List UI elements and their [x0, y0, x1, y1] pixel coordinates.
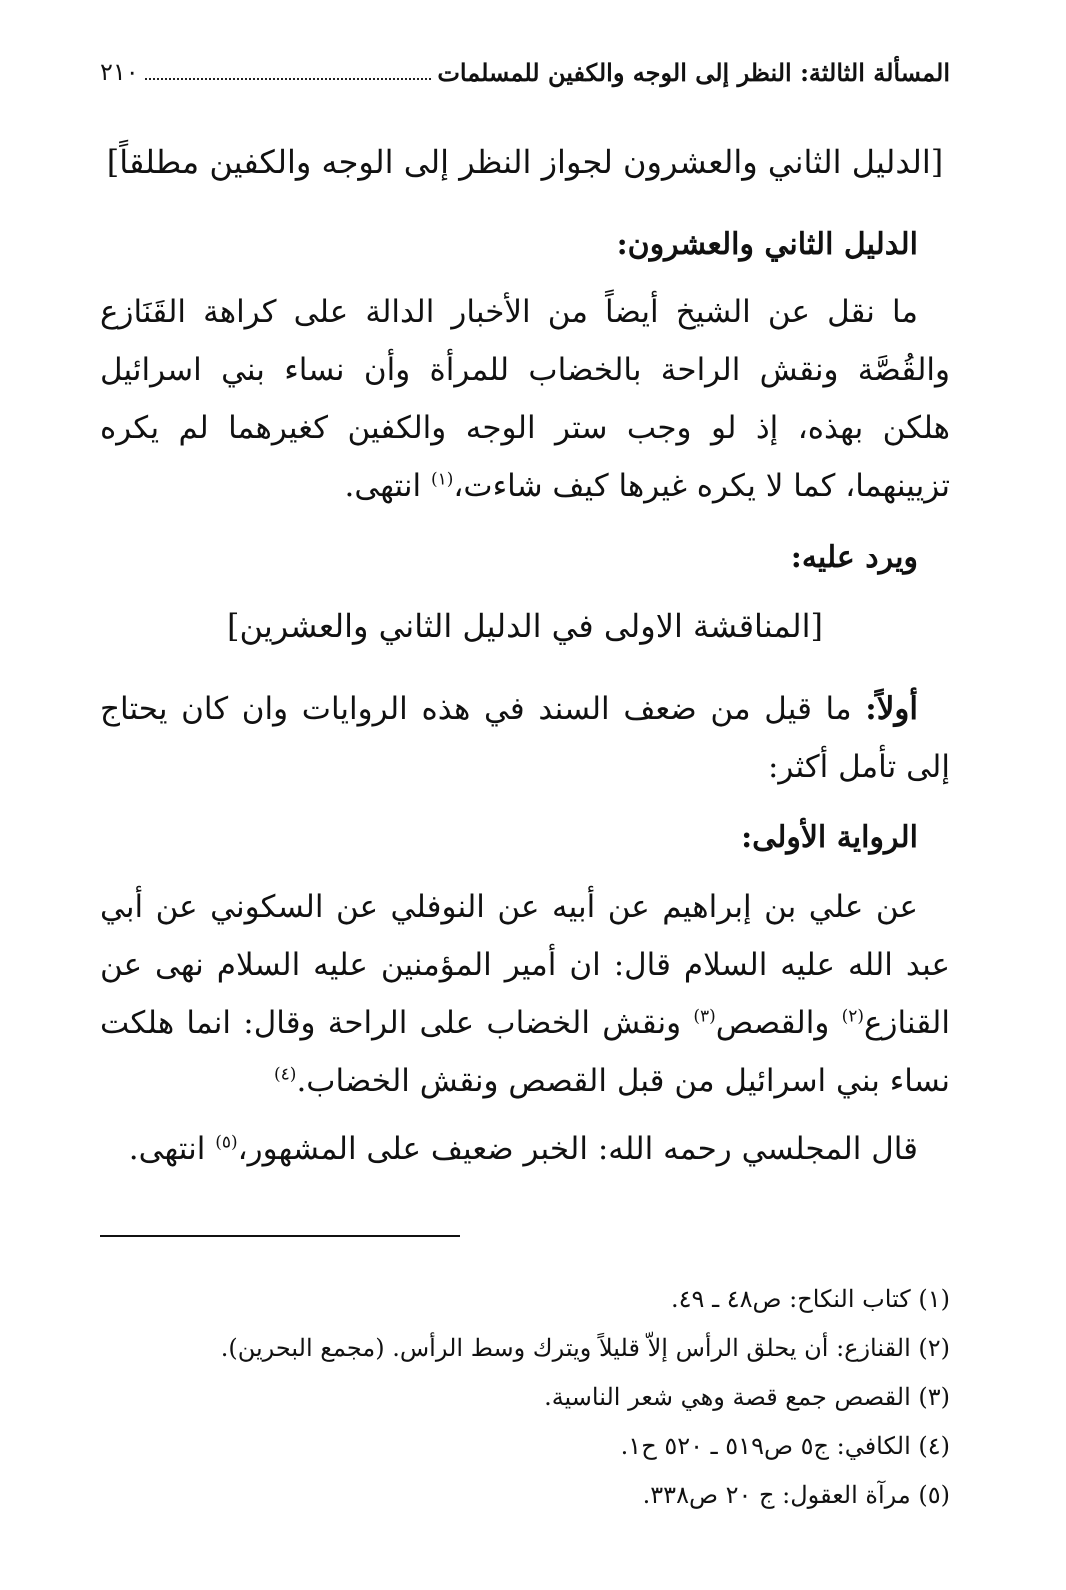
footnote-ref-4: (٤)	[274, 1064, 297, 1085]
section-heading: [الدليل الثاني والعشرون لجواز النظر إلى الوجه والكفين مطلقاً]	[106, 143, 944, 181]
evidence-paragraph	[100, 283, 950, 515]
narration-text-3: ونقش الخضاب على الراحة وقال: انما هلكت نساء بني اسرائيل من قبل القصص ونقش الخضاب.	[100, 1005, 950, 1099]
header-leader-dots	[145, 64, 432, 80]
header-title: المسألة الثالثة: النظر إلى الوجه والكفين للمسلمات	[437, 57, 950, 87]
evidence-tail: انتهى.	[344, 468, 431, 504]
footnote-1: (١) كتاب النكاح: ص٤٨ ـ ٤٩.	[671, 1285, 950, 1313]
footnote-ref-5: (٥)	[215, 1132, 238, 1153]
discussion-heading: [المناقشة الاولى في الدليل الثاني والعشرين]	[226, 607, 824, 645]
footnote-ref-3: (٣)	[693, 1006, 716, 1027]
narration-text-2: والقصص	[715, 1005, 842, 1041]
book-page	[100, 0, 950, 1590]
majlisi-text: قال المجلسي رحمه الله: الخبر ضعيف على المشهور،	[237, 1131, 918, 1167]
evidence-title: الدليل الثاني والعشرون:	[616, 227, 918, 262]
narration-paragraph	[100, 878, 950, 1110]
footnote-5: (٥) مرآة العقول: ج ٢٠ ص٣٣٨.	[642, 1481, 950, 1509]
narration-text-1: عن علي بن إبراهيم عن أبيه عن النوفلي عن السكوني عن أبي عبد الله عليه السلام قال: ان أمير المؤمنين عليه السلام نهى عن القنازع	[100, 889, 950, 1041]
footnote-ref-2: (٢)	[841, 1006, 864, 1027]
page-number: ٢١٠	[100, 58, 139, 86]
footnote-ref-1: (١)	[430, 469, 454, 490]
footnote-3: (٣) القصص جمع قصة وهي شعر الناسية.	[544, 1383, 950, 1411]
majlisi-tail: انتهى.	[128, 1131, 216, 1167]
footnote-4: (٤) الكافي: ج٥ ص٥١٩ ـ ٥٢٠ ح١.	[620, 1432, 950, 1460]
evidence-text: ما نقل عن الشيخ أيضاً من الأخبار الدالة على كراهة القَنَازع والقُصَّة ونقش الراحة بالخضاب للمرأة وأن نساء بني اسرائيل هلكن بهذه، إذ لو وجب ستر الوجه والكفين كغيرهما لم يكره تزيينهما، كما لا يكره غيرها كيف شاءت،	[100, 294, 950, 504]
narration-title: الرواية الأولى:	[741, 820, 918, 855]
running-header	[100, 52, 950, 92]
first-point-text: ما قيل من ضعف السند في هذه الروايات وان كان يحتاج إلى تأمل أكثر:	[100, 691, 950, 785]
footnotes	[100, 1275, 950, 1520]
objection-title: ويرد عليه:	[790, 540, 918, 575]
majlisi-paragraph	[100, 1120, 950, 1178]
first-point-label: أولاً:	[865, 691, 918, 727]
footnote-divider	[100, 1235, 460, 1237]
first-point-paragraph	[100, 680, 950, 796]
footnote-2: (٢) القنازع: أن يحلق الرأس إلاّ قليلاً ويترك وسط الرأس. (مجمع البحرين).	[220, 1334, 950, 1362]
